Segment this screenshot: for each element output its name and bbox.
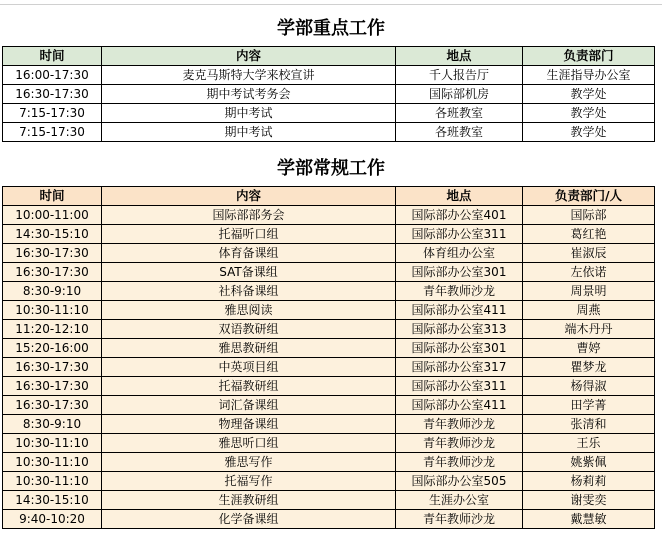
table-row xyxy=(3,225,655,244)
cell-location: 青年教师沙龙 xyxy=(396,282,523,301)
cell-department: 崔淑辰 xyxy=(523,244,655,263)
cell-department: 姚紫佩 xyxy=(523,453,655,472)
cell-content: 化学备课组 xyxy=(102,510,396,529)
table-row xyxy=(3,339,655,358)
table-row xyxy=(3,282,655,301)
cell-location: 国际部办公室401 xyxy=(396,206,523,225)
cell-content: 国际部部务会 xyxy=(102,206,396,225)
cell-location: 各班教室 xyxy=(396,104,523,123)
cell-department: 戴慧敏 xyxy=(523,510,655,529)
cell-time: 10:30-11:10 xyxy=(3,453,102,472)
table-header-row xyxy=(3,187,655,206)
header-location: 地点 xyxy=(396,47,523,66)
cell-department: 端木丹丹 xyxy=(523,320,655,339)
header-content: 内容 xyxy=(102,47,396,66)
cell-content: 托福教研组 xyxy=(102,377,396,396)
header-time: 时间 xyxy=(3,187,102,206)
cell-content: 物理备课组 xyxy=(102,415,396,434)
cell-location: 各班教室 xyxy=(396,123,523,142)
cell-department: 教学处 xyxy=(523,123,655,142)
header-department: 负责部门 xyxy=(523,47,655,66)
cell-content: 托福写作 xyxy=(102,472,396,491)
table-header-row xyxy=(3,47,655,66)
cell-department: 葛红艳 xyxy=(523,225,655,244)
cell-content: 双语教研组 xyxy=(102,320,396,339)
cell-department: 张清和 xyxy=(523,415,655,434)
table-row xyxy=(3,358,655,377)
cell-location: 国际部办公室301 xyxy=(396,263,523,282)
cell-content: 托福听口组 xyxy=(102,225,396,244)
cell-time: 16:30-17:30 xyxy=(3,263,102,282)
table-row xyxy=(3,123,655,142)
table-row xyxy=(3,472,655,491)
cell-time: 16:30-17:30 xyxy=(3,377,102,396)
cell-location: 国际部办公室313 xyxy=(396,320,523,339)
table-row xyxy=(3,434,655,453)
cell-time: 16:30-17:30 xyxy=(3,85,102,104)
cell-department: 教学处 xyxy=(523,104,655,123)
cell-department: 生涯指导办公室 xyxy=(523,66,655,85)
cell-location: 国际部办公室301 xyxy=(396,339,523,358)
cell-location: 国际部办公室505 xyxy=(396,472,523,491)
cell-content: 雅思听口组 xyxy=(102,434,396,453)
cell-location: 体育组办公室 xyxy=(396,244,523,263)
table-row xyxy=(3,377,655,396)
table-row xyxy=(3,206,655,225)
cell-department: 瞿梦龙 xyxy=(523,358,655,377)
section-title-routine-work: 学部常规工作 xyxy=(277,158,385,179)
section-title-key-work: 学部重点工作 xyxy=(277,18,385,39)
cell-department: 左依诺 xyxy=(523,263,655,282)
cell-department: 杨得淑 xyxy=(523,377,655,396)
cell-time: 16:30-17:30 xyxy=(3,396,102,415)
cell-content: SAT备课组 xyxy=(102,263,396,282)
table-row xyxy=(3,415,655,434)
header-department-person: 负责部门/人 xyxy=(523,187,655,206)
cell-location: 国际部办公室311 xyxy=(396,377,523,396)
cell-time: 10:30-11:10 xyxy=(3,434,102,453)
cell-time: 16:00-17:30 xyxy=(3,66,102,85)
cell-department: 教学处 xyxy=(523,85,655,104)
cell-location: 国际部办公室411 xyxy=(396,301,523,320)
cell-location: 青年教师沙龙 xyxy=(396,510,523,529)
table-row xyxy=(3,66,655,85)
cell-time: 14:30-15:10 xyxy=(3,225,102,244)
cell-department: 谢雯奕 xyxy=(523,491,655,510)
cell-content: 社科备课组 xyxy=(102,282,396,301)
header-location: 地点 xyxy=(396,187,523,206)
top-divider xyxy=(0,0,662,5)
cell-location: 青年教师沙龙 xyxy=(396,434,523,453)
cell-location: 国际部办公室311 xyxy=(396,225,523,244)
cell-content: 麦克马斯特大学来校宣讲 xyxy=(102,66,396,85)
table-row xyxy=(3,85,655,104)
table-row xyxy=(3,244,655,263)
cell-department: 曹婷 xyxy=(523,339,655,358)
table-row xyxy=(3,301,655,320)
table-row xyxy=(3,263,655,282)
cell-content: 词汇备课组 xyxy=(102,396,396,415)
table-row xyxy=(3,453,655,472)
cell-content: 期中考试 xyxy=(102,123,396,142)
cell-content: 雅思阅读 xyxy=(102,301,396,320)
cell-time: 10:30-11:10 xyxy=(3,301,102,320)
cell-location: 国际部机房 xyxy=(396,85,523,104)
cell-content: 雅思教研组 xyxy=(102,339,396,358)
cell-time: 8:30-9:10 xyxy=(3,282,102,301)
cell-time: 16:30-17:30 xyxy=(3,358,102,377)
header-content: 内容 xyxy=(102,187,396,206)
cell-time: 7:15-17:30 xyxy=(3,123,102,142)
table-row xyxy=(3,491,655,510)
cell-location: 青年教师沙龙 xyxy=(396,415,523,434)
cell-location: 青年教师沙龙 xyxy=(396,453,523,472)
cell-content: 期中考试考务会 xyxy=(102,85,396,104)
cell-department: 国际部 xyxy=(523,206,655,225)
cell-time: 7:15-17:30 xyxy=(3,104,102,123)
header-time: 时间 xyxy=(3,47,102,66)
cell-time: 11:20-12:10 xyxy=(3,320,102,339)
cell-location: 国际部办公室317 xyxy=(396,358,523,377)
cell-time: 8:30-9:10 xyxy=(3,415,102,434)
cell-time: 9:40-10:20 xyxy=(3,510,102,529)
cell-department: 杨莉莉 xyxy=(523,472,655,491)
table-row xyxy=(3,320,655,339)
cell-time: 10:30-11:10 xyxy=(3,472,102,491)
table-row xyxy=(3,396,655,415)
cell-department: 王乐 xyxy=(523,434,655,453)
cell-content: 体育备课组 xyxy=(102,244,396,263)
cell-location: 国际部办公室411 xyxy=(396,396,523,415)
cell-time: 16:30-17:30 xyxy=(3,244,102,263)
cell-department: 周景明 xyxy=(523,282,655,301)
table-row xyxy=(3,510,655,529)
cell-content: 中英项目组 xyxy=(102,358,396,377)
cell-content: 期中考试 xyxy=(102,104,396,123)
cell-content: 生涯教研组 xyxy=(102,491,396,510)
key-work-table xyxy=(2,46,655,142)
cell-content: 雅思写作 xyxy=(102,453,396,472)
cell-department: 周燕 xyxy=(523,301,655,320)
routine-work-table xyxy=(2,186,655,529)
cell-location: 千人报告厅 xyxy=(396,66,523,85)
cell-time: 15:20-16:00 xyxy=(3,339,102,358)
table-row xyxy=(3,104,655,123)
cell-time: 10:00-11:00 xyxy=(3,206,102,225)
cell-department: 田学菁 xyxy=(523,396,655,415)
cell-location: 生涯办公室 xyxy=(396,491,523,510)
cell-time: 14:30-15:10 xyxy=(3,491,102,510)
